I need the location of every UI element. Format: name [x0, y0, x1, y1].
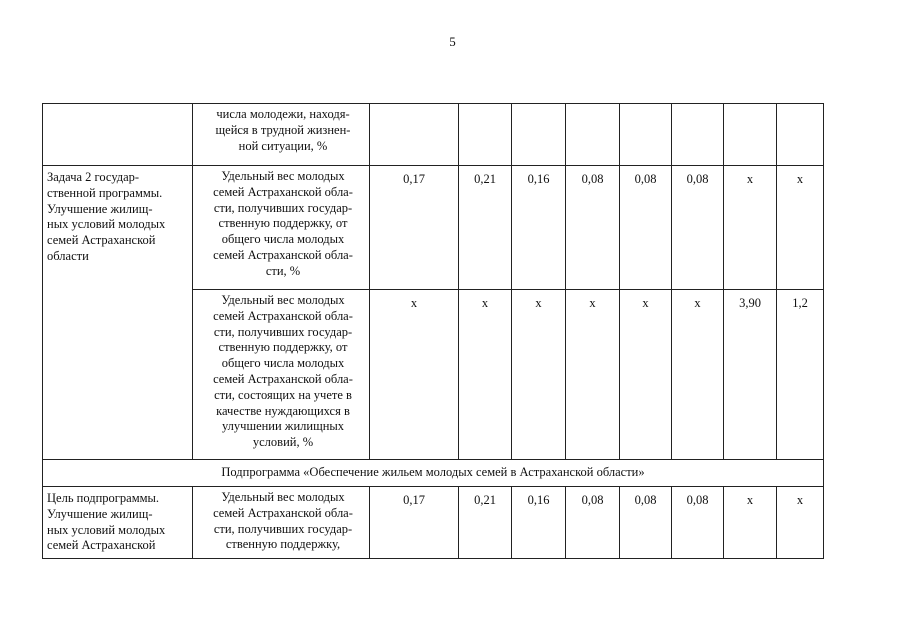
page-number: 5: [449, 34, 456, 49]
value-cell: [370, 104, 459, 166]
task-cell: Цель подпрограммы. Улучшение жилищ- ных условий молодых семей Астраханской: [43, 487, 193, 559]
value-cell: 1,2: [777, 290, 824, 460]
indicator-cell: Удельный вес молодых семей Астраханской обла- сти, получивших государ- ственную поддержку,: [193, 487, 370, 559]
value-cell: 0,08: [566, 487, 620, 559]
subprogram-heading: Подпрограмма «Обеспечение жильем молодых семей в Астраханской области»: [43, 460, 824, 487]
value-cell: [777, 104, 824, 166]
value-cell: 0,21: [459, 166, 512, 290]
task-cell: Задача 2 государ- ственной программы. Улучшение жилищ- ных условий молодых семей Астраханской области: [43, 166, 193, 460]
value-cell: 0,08: [620, 487, 672, 559]
value-cell: х: [566, 290, 620, 460]
value-cell: х: [724, 487, 777, 559]
value-cell: [566, 104, 620, 166]
value-cell: 0,08: [620, 166, 672, 290]
task-cell: [43, 104, 193, 166]
value-cell: 0,17: [370, 166, 459, 290]
value-cell: 0,16: [512, 487, 566, 559]
indicators-table: [42, 103, 824, 559]
value-cell: х: [512, 290, 566, 460]
value-cell: х: [777, 166, 824, 290]
table-row: [43, 104, 824, 166]
value-cell: х: [620, 290, 672, 460]
value-cell: 0,08: [672, 166, 724, 290]
indicator-cell: Удельный вес молодых семей Астраханской обла- сти, получивших государ- ственную поддержку, от общего числа молодых семей Астраханской обла- сти, %: [193, 166, 370, 290]
value-cell: [620, 104, 672, 166]
table-row: [43, 166, 824, 290]
value-cell: 0,08: [566, 166, 620, 290]
value-cell: 0,16: [512, 166, 566, 290]
value-cell: 0,21: [459, 487, 512, 559]
value-cell: 3,90: [724, 290, 777, 460]
table-row: [43, 460, 824, 487]
value-cell: [512, 104, 566, 166]
indicator-cell: числа молодежи, находя- щейся в трудной жизнен- ной ситуации, %: [193, 104, 370, 166]
value-cell: х: [672, 290, 724, 460]
value-cell: х: [777, 487, 824, 559]
indicator-cell: Удельный вес молодых семей Астраханской обла- сти, получивших государ- ственную поддержку, от общего числа молодых семей Астраханской обла- сти, состоящих на учете в качестве нуждающихся в улучшении жилищных условий, %: [193, 290, 370, 460]
value-cell: 0,17: [370, 487, 459, 559]
value-cell: х: [370, 290, 459, 460]
value-cell: [672, 104, 724, 166]
value-cell: х: [459, 290, 512, 460]
value-cell: [724, 104, 777, 166]
value-cell: х: [724, 166, 777, 290]
value-cell: 0,08: [672, 487, 724, 559]
value-cell: [459, 104, 512, 166]
table-row: [43, 487, 824, 559]
